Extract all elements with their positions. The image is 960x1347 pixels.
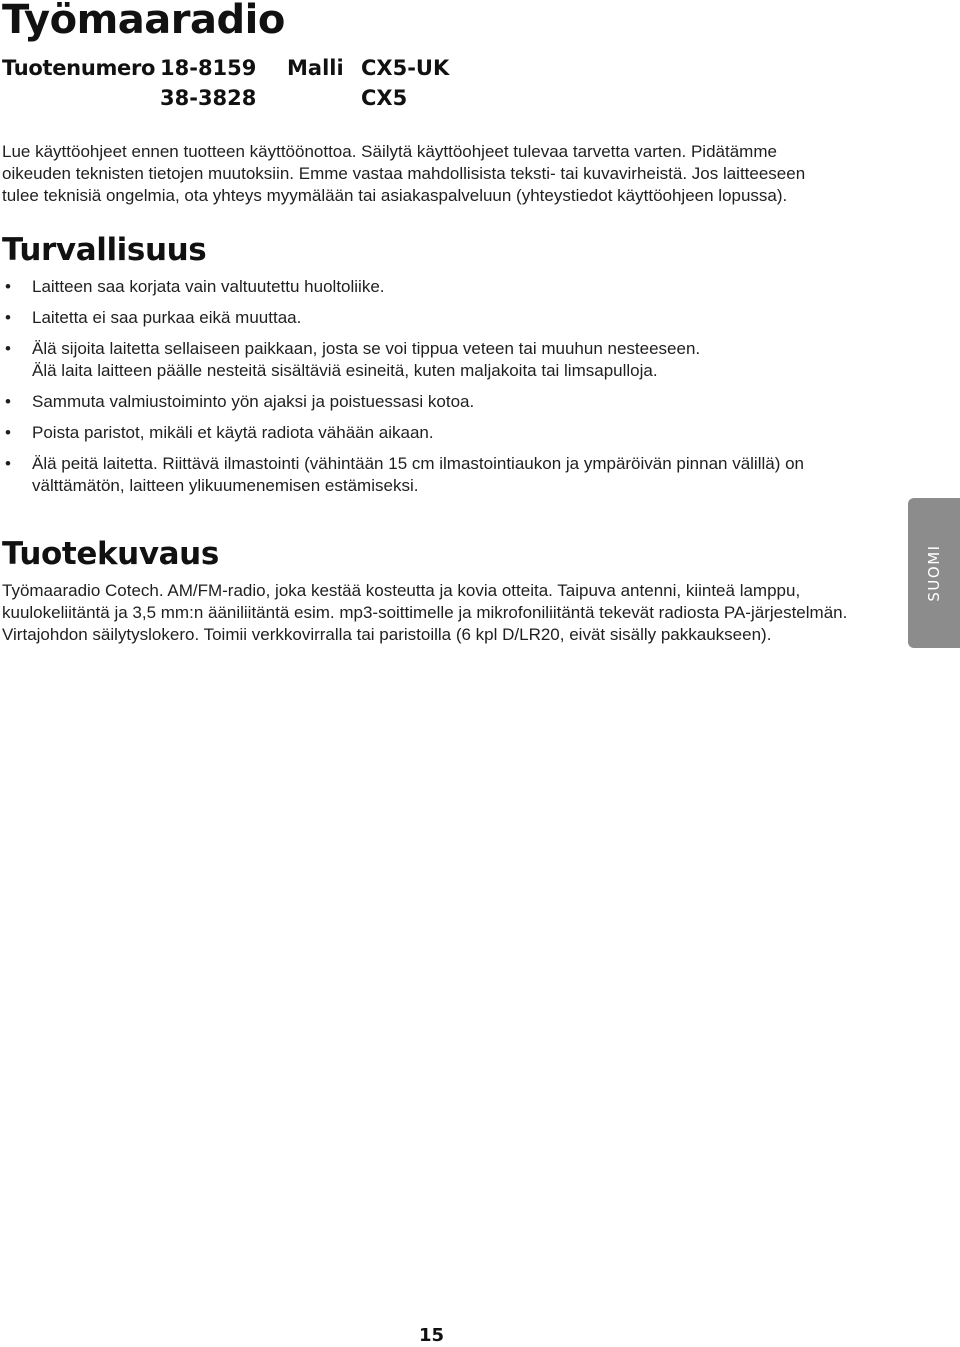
safety-item-text: Laitteen saa korjata vain valtuutettu huoltoliike. [32,277,385,296]
bullet-icon: • [5,392,11,411]
bullet-icon: • [5,339,11,358]
language-tab [908,498,960,648]
safety-item-text: Poista paristot, mikäli et käytä radiota vähään aikaan. [32,423,434,442]
product-number-label: Tuotenumero [2,56,156,80]
product-description: Työmaaradio Cotech. AM/FM-radio, joka kestää kosteutta ja kovia otteita. Taipuva antenni, kiinteä lamppu, kuulokeliitäntä ja 3,5 mm:n ääniliitäntä esim. mp3-soittimelle ja mikrofoniliitäntä tekevät radiosta PA-järjestelmän. Virtajohdon säilytyslokero. Toimii verkkovirralla tai paristoilla (6 kpl D/LR20, eivät sisälly pakkaukseen). [2,581,848,644]
product-heading: Tuotekuvaus [2,536,219,572]
model-2: CX5 [361,86,408,110]
safety-item-text: Sammuta valmiustoiminto yön ajaksi ja poistuessasi kotoa. [32,392,475,411]
safety-item-text: Laitetta ei saa purkaa eikä muuttaa. [32,308,302,327]
safety-item [0,338,722,382]
safety-item-text: Älä sijoita laitetta sellaiseen paikkaan, josta se voi tippua veteen tai muuhun nesteeseen. Älä laita laitteen päälle nesteitä sisältäviä esineitä, kuten maljakoita tai limsapulloja. [32,339,701,380]
safety-item [0,276,830,298]
safety-item [0,422,830,444]
product-number-2: 38-3828 [160,86,257,110]
safety-item [0,307,830,329]
intro-paragraph: Lue käyttöohjeet ennen tuotteen käyttöönottoa. Säilytä käyttöohjeet tulevaa tarvetta varten. Pidätämme oikeuden teknisten tietojen muutoksiin. Emme vastaa mahdollisista teksti- tai kuvavirheistä. Jos laitteeseen tulee teknisiä ongelmia, ota yhteys myymälään tai asiakaspalveluun (yhteystiedot käyttöohjeen lopussa). [2,142,806,205]
model-1: CX5-UK [361,56,450,80]
safety-item-text: Älä peitä laitetta. Riittävä ilmastointi (vähintään 15 cm ilmastointiaukon ja ympäröivän pinnan välillä) on välttämätön, laitteen ylikuumenemisen estämiseksi. [32,454,805,495]
bullet-icon: • [5,308,11,327]
bullet-icon: • [5,423,11,442]
page-title: Työmaaradio [2,0,285,43]
safety-item [0,391,830,413]
product-number-1: 18-8159 [160,56,257,80]
page-number: 15 [419,1325,445,1346]
language-tab-label: SUOMI [925,544,943,602]
bullet-icon: • [5,454,11,473]
safety-list [0,276,830,497]
bullet-icon: • [5,277,11,296]
safety-item [0,453,822,497]
model-label: Malli [287,56,344,80]
safety-heading: Turvallisuus [2,232,207,268]
